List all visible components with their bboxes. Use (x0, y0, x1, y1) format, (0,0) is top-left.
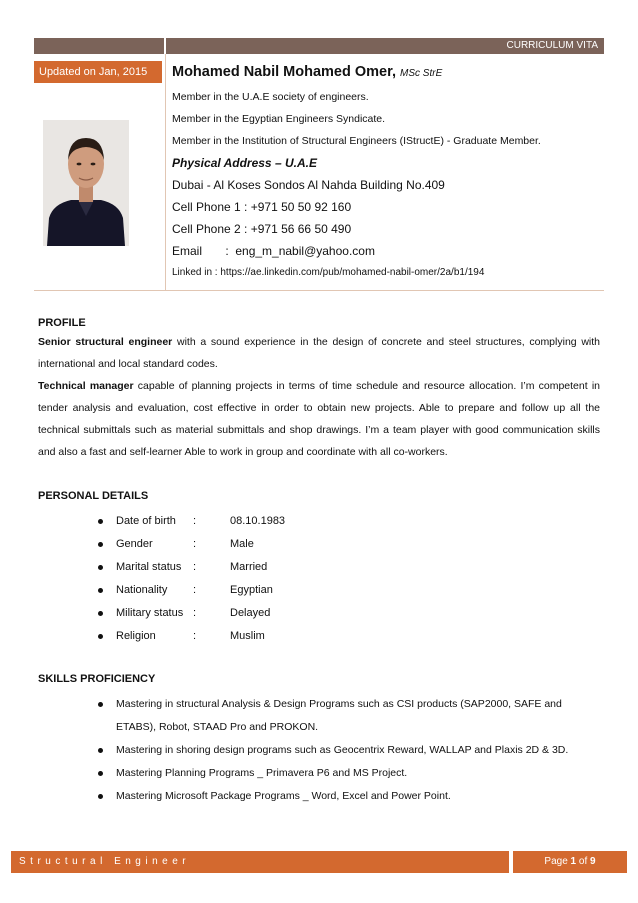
detail-value: Delayed (230, 607, 271, 619)
list-item (98, 579, 498, 602)
skills-list (98, 693, 603, 808)
profile-paragraph-2 (38, 375, 600, 463)
membership-2: Member in the Egyptian Engineers Syndicate. (172, 113, 386, 125)
detail-key: Religion (116, 630, 156, 642)
footer-role: Structural Engineer (11, 851, 509, 873)
personal-details-list (98, 510, 498, 648)
header-bar-divider (164, 38, 166, 54)
page-total: 9 (590, 856, 596, 867)
list-item (98, 510, 498, 533)
person-name: Mohamed Nabil Mohamed Omer (172, 64, 392, 80)
detail-value: Married (230, 561, 268, 573)
page-prefix: Page (544, 856, 571, 867)
profile-title: PROFILE (38, 317, 86, 329)
skill-text: Mastering Planning Programs _ Primavera P6 and MS Project. (116, 767, 408, 779)
list-item (98, 625, 498, 648)
person-photo-icon (43, 120, 129, 246)
bullet-icon (98, 794, 103, 799)
list-item (98, 739, 603, 762)
list-item (98, 533, 498, 556)
detail-key: Gender (116, 538, 153, 550)
cell-phone-1: Cell Phone 1 : +971 50 50 92 160 (172, 200, 352, 214)
list-item (98, 693, 603, 739)
personal-details-title: PERSONAL DETAILS (38, 490, 149, 502)
bullet-icon (98, 702, 103, 707)
list-item (98, 602, 498, 625)
membership-1: Member in the U.A.E society of engineers. (172, 91, 369, 103)
detail-sep: : (193, 607, 197, 619)
membership-3: Member in the Institution of Structural Engineers (IStructE) - Graduate Member. (172, 135, 541, 147)
address-title: Physical Address – U.A.E (172, 156, 317, 170)
header-horizontal-divider (34, 290, 604, 291)
profile-p1-text: with a sound experience in the design of concrete and steel structures, complying with international and local standard codes. (38, 336, 600, 370)
bullet-icon (98, 771, 103, 776)
detail-sep: : (193, 538, 197, 550)
header-bar-label: CURRICULUM VITA (506, 40, 598, 51)
profile-paragraph-1 (38, 331, 600, 375)
footer-page-number (513, 851, 627, 873)
profile-p2-bold: Technical manager (38, 380, 134, 392)
detail-key: Nationality (116, 584, 168, 596)
skill-text: Mastering Microsoft Package Programs _ Word, Excel and Power Point. (116, 790, 451, 802)
bullet-icon (98, 634, 103, 639)
bullet-icon (98, 611, 103, 616)
skill-text: Mastering in shoring design programs such as Geocentrix Reward, WALLAP and Plaxis 2D & 3D. (116, 744, 569, 756)
contact-block (172, 62, 602, 284)
detail-value: Muslim (230, 630, 265, 642)
bullet-icon (98, 542, 103, 547)
address: Dubai - Al Koses Sondos Al Nahda Building No.409 (172, 178, 445, 192)
detail-value: Egyptian (230, 584, 273, 596)
detail-sep: : (193, 561, 197, 573)
header-bar (34, 38, 604, 54)
detail-key: Date of birth (116, 515, 176, 527)
list-item (98, 556, 498, 579)
detail-value: 08.10.1983 (230, 515, 286, 527)
person-name-comma: , (391, 64, 401, 80)
email: Email : eng_m_nabil@yahoo.com (172, 244, 375, 258)
bullet-icon (98, 588, 103, 593)
detail-key: Marital status (116, 561, 182, 573)
header-vertical-divider (165, 54, 166, 290)
skill-text: Mastering in structural Analysis & Design Programs such as CSI products (SAP2000, SAFE and ETABS), Robot, STAAD Pro and PROKON. (116, 698, 562, 733)
profile-p1-bold: Senior structural engineer (38, 336, 173, 348)
list-item (98, 762, 603, 785)
bullet-icon (98, 748, 103, 753)
detail-value: Male (230, 538, 254, 550)
updated-badge: Updated on Jan, 2015 (34, 61, 162, 83)
detail-sep: : (193, 515, 197, 527)
detail-sep: : (193, 584, 197, 596)
detail-sep: : (193, 630, 197, 642)
linkedin: Linked in : https://ae.linkedin.com/pub/mohamed-nabil-omer/2a/b1/194 (172, 267, 485, 278)
bullet-icon (98, 565, 103, 570)
person-credential: MSc StrE (400, 68, 443, 79)
list-item (98, 785, 603, 808)
page-current: 1 (570, 856, 577, 867)
profile-photo (43, 120, 129, 246)
person-name-line (172, 62, 602, 86)
detail-key: Military status (116, 607, 184, 619)
cell-phone-2: Cell Phone 2 : +971 56 66 50 490 (172, 222, 352, 236)
page-of: of (576, 856, 591, 867)
skills-title: SKILLS PROFICIENCY (38, 673, 156, 685)
profile-p2-text: capable of planning projects in terms of time schedule and resource allocation. I’m competent in tender analysis and evaluation, cost effective in order to obtain new projects. Able to prepare and follow up all the technical submittals such as material submittals and shop drawings. I’m a team player with good communication skills and also a fast and self-learner Able to work in group and coordinate with all co-workers. (38, 380, 600, 458)
bullet-icon (98, 519, 103, 524)
